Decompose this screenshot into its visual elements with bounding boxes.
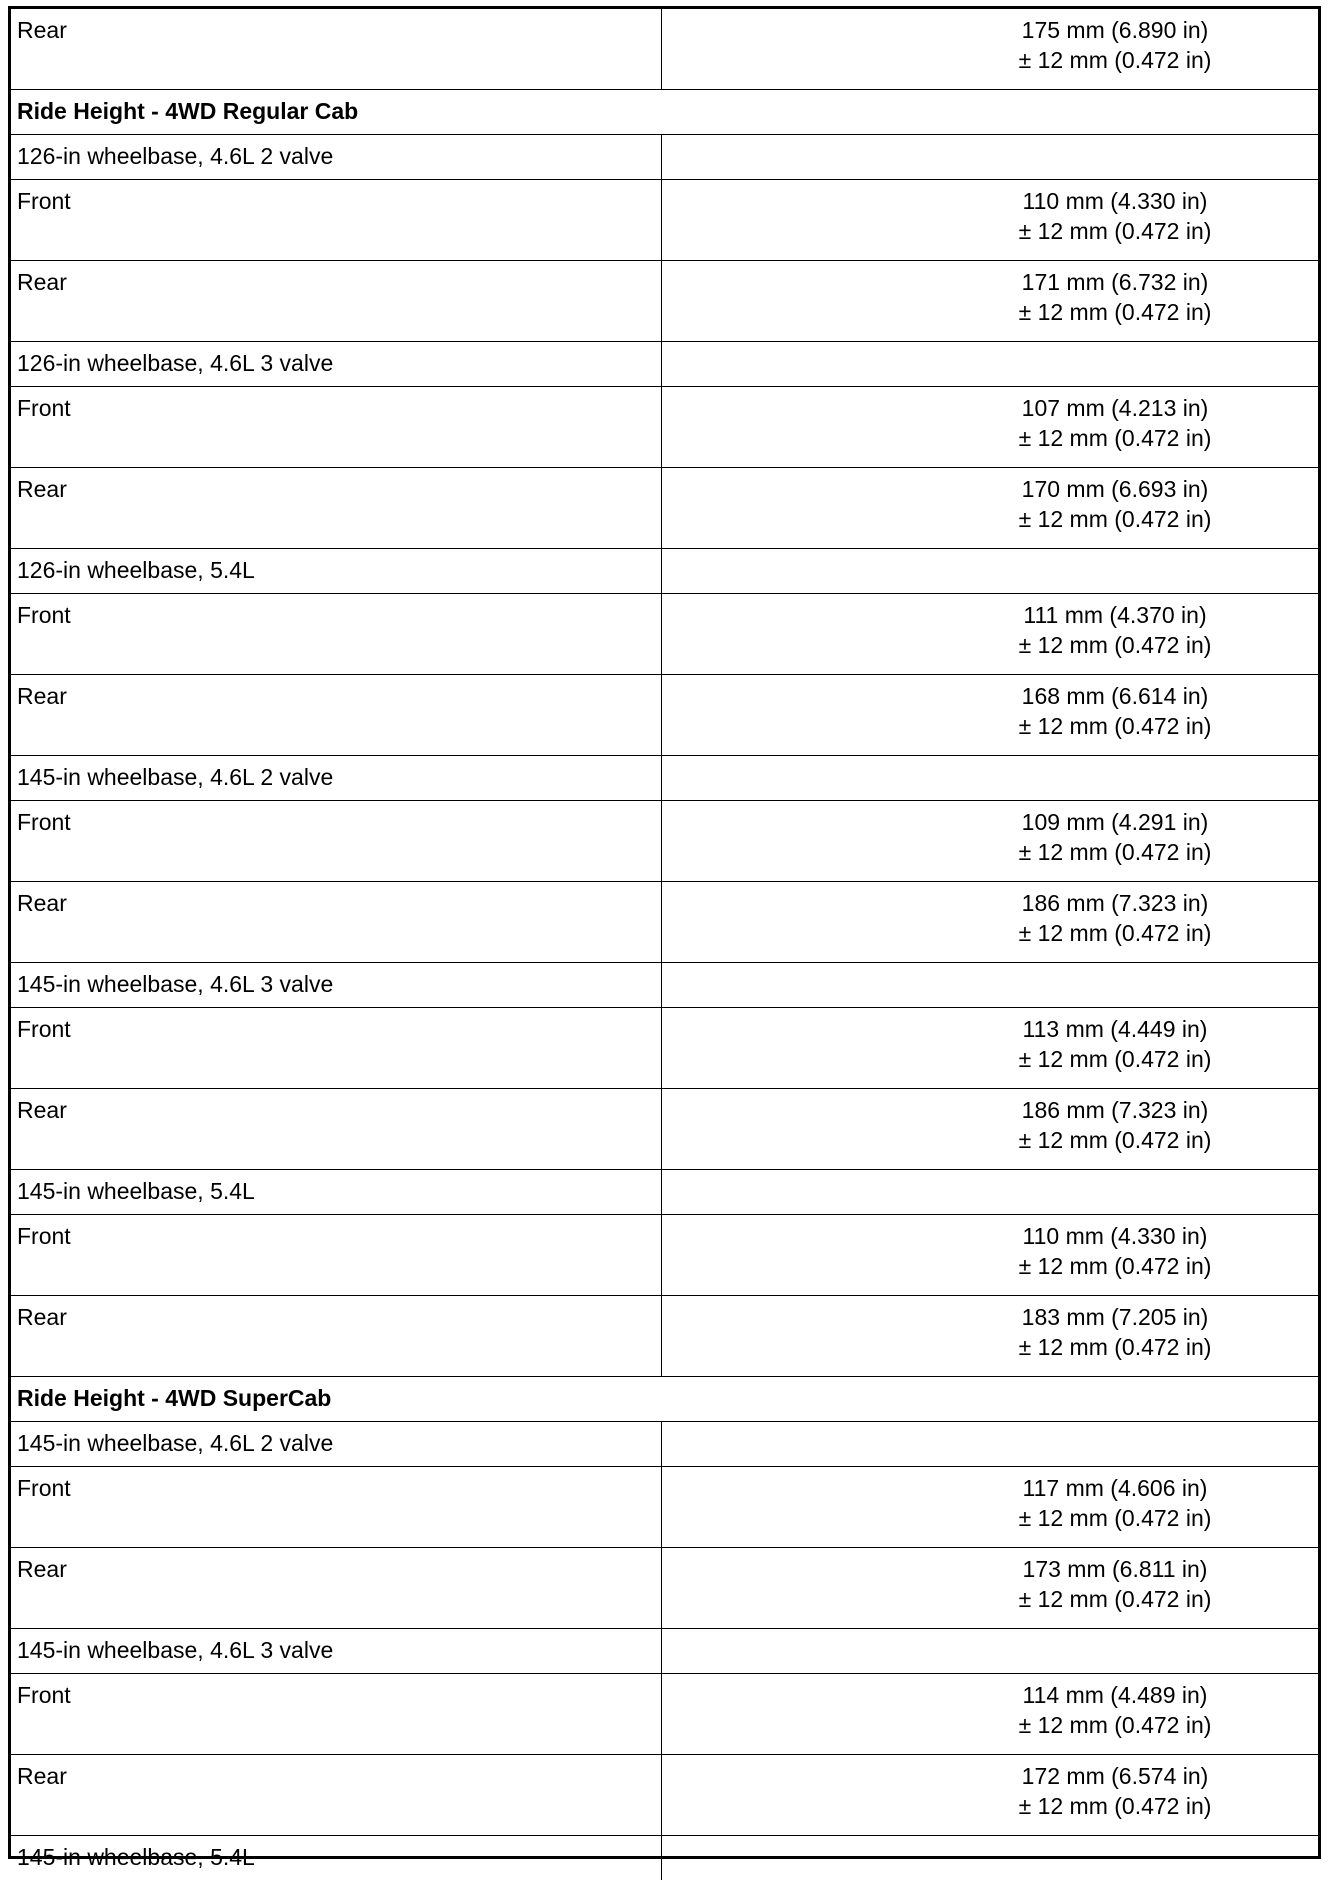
spec-value-group — [1019, 681, 1212, 741]
spec-value-cell — [662, 882, 1319, 963]
spec-value-cell — [662, 1215, 1319, 1296]
spec-value-cell — [662, 1422, 1319, 1467]
spec-row — [11, 468, 1318, 549]
spec-value-cell — [662, 1674, 1319, 1755]
spec-row — [11, 801, 1318, 882]
wheelbase-engine-label: 145-in wheelbase, 4.6L 2 valve — [11, 756, 662, 801]
spec-value-cell — [662, 1836, 1319, 1880]
spec-value-cell — [662, 9, 1319, 90]
spec-value-cell — [662, 261, 1319, 342]
spec-value-group — [1019, 393, 1212, 453]
tolerance-value: ± 12 mm (0.472 in) — [1019, 1125, 1212, 1155]
ride-height-value: 183 mm (7.205 in) — [1019, 1302, 1212, 1332]
spec-value-group — [1019, 807, 1212, 867]
wheelbase-engine-label: 126-in wheelbase, 5.4L — [11, 549, 662, 594]
wheelbase-engine-label: 145-in wheelbase, 5.4L — [11, 1836, 662, 1880]
spec-value-group — [1019, 1014, 1212, 1074]
tolerance-value: ± 12 mm (0.472 in) — [1019, 711, 1212, 741]
tolerance-value: ± 12 mm (0.472 in) — [1019, 1584, 1212, 1614]
section-header: Ride Height - 4WD SuperCab — [11, 1377, 1318, 1422]
spec-value-group — [1019, 1473, 1212, 1533]
subgroup-row — [11, 1836, 1318, 1880]
spec-row — [11, 1008, 1318, 1089]
position-label: Rear — [11, 1089, 662, 1170]
subgroup-row — [11, 963, 1318, 1008]
position-label: Rear — [11, 468, 662, 549]
ride-height-value: 111 mm (4.370 in) — [1019, 600, 1212, 630]
position-label: Rear — [11, 1296, 662, 1377]
ride-height-value: 172 mm (6.574 in) — [1019, 1761, 1212, 1791]
ride-height-value: 168 mm (6.614 in) — [1019, 681, 1212, 711]
tolerance-value: ± 12 mm (0.472 in) — [1019, 1791, 1212, 1821]
position-label: Front — [11, 1215, 662, 1296]
tolerance-value: ± 12 mm (0.472 in) — [1019, 423, 1212, 453]
spec-value-group — [1019, 15, 1212, 75]
position-label: Front — [11, 1008, 662, 1089]
ride-height-value: 110 mm (4.330 in) — [1019, 1221, 1212, 1251]
spec-row — [11, 1089, 1318, 1170]
wheelbase-engine-label: 145-in wheelbase, 4.6L 3 valve — [11, 963, 662, 1008]
ride-height-value: 171 mm (6.732 in) — [1019, 267, 1212, 297]
position-label: Rear — [11, 882, 662, 963]
ride-height-value: 113 mm (4.449 in) — [1019, 1014, 1212, 1044]
spec-value-group — [1019, 888, 1212, 948]
spec-value-group — [1019, 1095, 1212, 1155]
ride-height-value: 107 mm (4.213 in) — [1019, 393, 1212, 423]
position-label: Rear — [11, 1755, 662, 1836]
ride-height-value: 173 mm (6.811 in) — [1019, 1554, 1212, 1584]
spec-sheet — [8, 6, 1321, 1859]
subgroup-row — [11, 756, 1318, 801]
spec-value-cell — [662, 1008, 1319, 1089]
spec-value-cell — [662, 135, 1319, 180]
spec-value-cell — [662, 342, 1319, 387]
subgroup-row — [11, 1170, 1318, 1215]
spec-row — [11, 675, 1318, 756]
tolerance-value: ± 12 mm (0.472 in) — [1019, 216, 1212, 246]
wheelbase-engine-label: 126-in wheelbase, 4.6L 3 valve — [11, 342, 662, 387]
ride-height-value: 175 mm (6.890 in) — [1019, 15, 1212, 45]
section-header-row — [11, 1377, 1318, 1422]
spec-row — [11, 261, 1318, 342]
spec-value-cell — [662, 675, 1319, 756]
spec-value-cell — [662, 1755, 1319, 1836]
section-header: Ride Height - 4WD Regular Cab — [11, 90, 1318, 135]
spec-row — [11, 1548, 1318, 1629]
spec-value-group — [1019, 1680, 1212, 1740]
spec-value-group — [1019, 1221, 1212, 1281]
spec-value-cell — [662, 1170, 1319, 1215]
position-label: Rear — [11, 1548, 662, 1629]
spec-value-cell — [662, 468, 1319, 549]
ride-height-value: 117 mm (4.606 in) — [1019, 1473, 1212, 1503]
ride-height-value: 170 mm (6.693 in) — [1019, 474, 1212, 504]
position-label: Front — [11, 801, 662, 882]
spec-value-cell — [662, 549, 1319, 594]
tolerance-value: ± 12 mm (0.472 in) — [1019, 297, 1212, 327]
spec-row — [11, 387, 1318, 468]
tolerance-value: ± 12 mm (0.472 in) — [1019, 1332, 1212, 1362]
spec-row — [11, 1296, 1318, 1377]
spec-value-group — [1019, 1554, 1212, 1614]
tolerance-value: ± 12 mm (0.472 in) — [1019, 1251, 1212, 1281]
ride-height-value: 186 mm (7.323 in) — [1019, 888, 1212, 918]
position-label: Rear — [11, 675, 662, 756]
position-label: Front — [11, 1674, 662, 1755]
spec-value-cell — [662, 1548, 1319, 1629]
subgroup-row — [11, 1629, 1318, 1674]
position-label: Front — [11, 594, 662, 675]
subgroup-row — [11, 549, 1318, 594]
position-label: Front — [11, 1467, 662, 1548]
tolerance-value: ± 12 mm (0.472 in) — [1019, 837, 1212, 867]
ride-height-table-body — [11, 9, 1318, 1880]
tolerance-value: ± 12 mm (0.472 in) — [1019, 1503, 1212, 1533]
spec-value-group — [1019, 186, 1212, 246]
spec-value-group — [1019, 1302, 1212, 1362]
position-label: Front — [11, 180, 662, 261]
tolerance-value: ± 12 mm (0.472 in) — [1019, 504, 1212, 534]
wheelbase-engine-label: 145-in wheelbase, 4.6L 2 valve — [11, 1422, 662, 1467]
spec-value-cell — [662, 180, 1319, 261]
spec-value-group — [1019, 600, 1212, 660]
spec-row — [11, 9, 1318, 90]
subgroup-row — [11, 1422, 1318, 1467]
ride-height-value: 110 mm (4.330 in) — [1019, 186, 1212, 216]
spec-row — [11, 1467, 1318, 1548]
ride-height-value: 109 mm (4.291 in) — [1019, 807, 1212, 837]
spec-row — [11, 1674, 1318, 1755]
spec-value-group — [1019, 474, 1212, 534]
position-label: Rear — [11, 261, 662, 342]
spec-value-cell — [662, 1296, 1319, 1377]
tolerance-value: ± 12 mm (0.472 in) — [1019, 918, 1212, 948]
ride-height-value: 186 mm (7.323 in) — [1019, 1095, 1212, 1125]
spec-value-cell — [662, 1629, 1319, 1674]
spec-value-group — [1019, 267, 1212, 327]
spec-value-cell — [662, 963, 1319, 1008]
spec-value-cell — [662, 1089, 1319, 1170]
subgroup-row — [11, 342, 1318, 387]
spec-value-cell — [662, 1467, 1319, 1548]
ride-height-table — [11, 9, 1318, 1880]
ride-height-value: 114 mm (4.489 in) — [1019, 1680, 1212, 1710]
subgroup-row — [11, 135, 1318, 180]
spec-value-cell — [662, 594, 1319, 675]
section-header-row — [11, 90, 1318, 135]
spec-value-group — [1019, 1761, 1212, 1821]
spec-row — [11, 1755, 1318, 1836]
position-label: Rear — [11, 9, 662, 90]
tolerance-value: ± 12 mm (0.472 in) — [1019, 1044, 1212, 1074]
spec-row — [11, 594, 1318, 675]
spec-row — [11, 180, 1318, 261]
spec-value-cell — [662, 801, 1319, 882]
spec-value-cell — [662, 387, 1319, 468]
spec-value-cell — [662, 756, 1319, 801]
tolerance-value: ± 12 mm (0.472 in) — [1019, 630, 1212, 660]
wheelbase-engine-label: 145-in wheelbase, 4.6L 3 valve — [11, 1629, 662, 1674]
wheelbase-engine-label: 145-in wheelbase, 5.4L — [11, 1170, 662, 1215]
tolerance-value: ± 12 mm (0.472 in) — [1019, 45, 1212, 75]
tolerance-value: ± 12 mm (0.472 in) — [1019, 1710, 1212, 1740]
wheelbase-engine-label: 126-in wheelbase, 4.6L 2 valve — [11, 135, 662, 180]
spec-row — [11, 882, 1318, 963]
position-label: Front — [11, 387, 662, 468]
spec-row — [11, 1215, 1318, 1296]
